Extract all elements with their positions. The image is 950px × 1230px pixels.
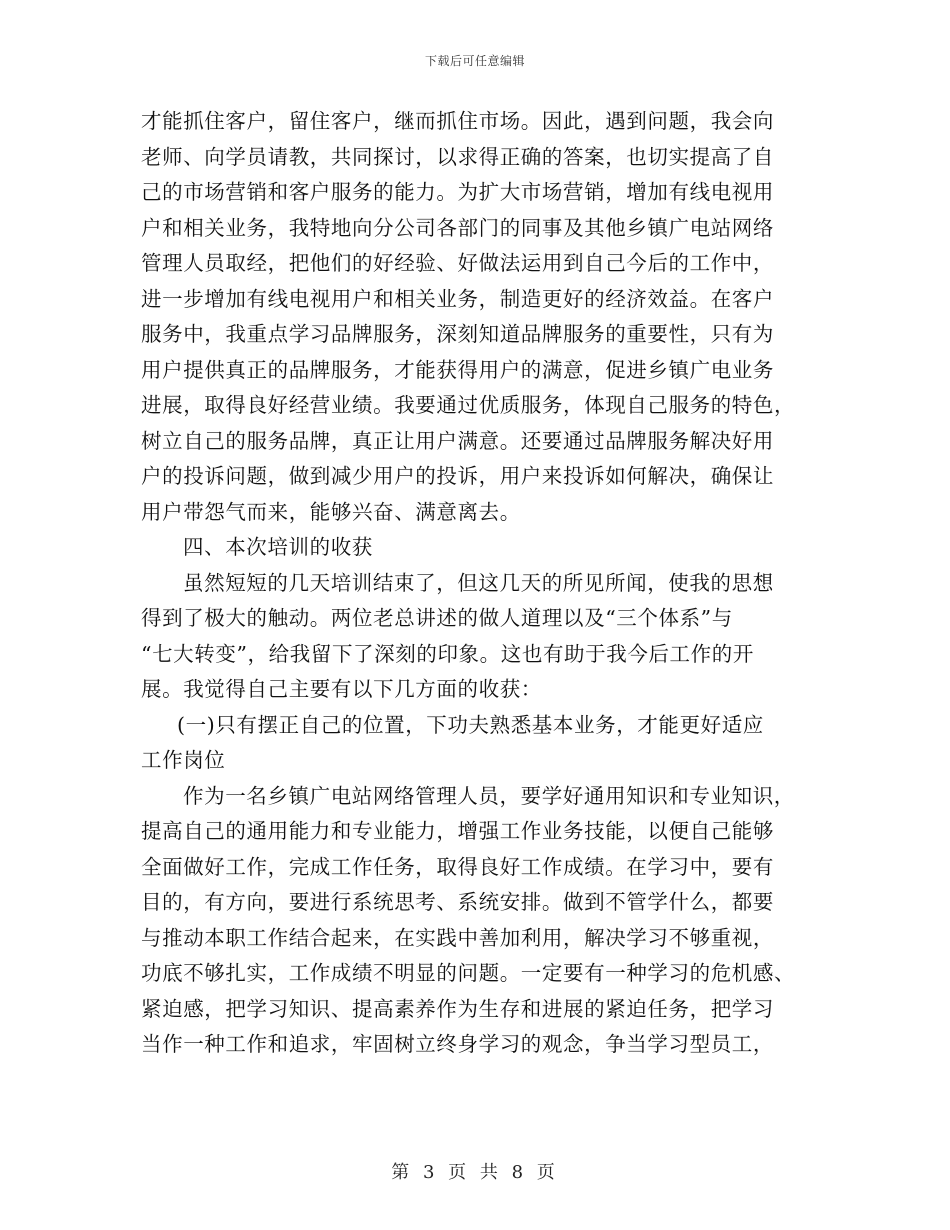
paragraph-line: 作为一名乡镇广电站网络管理人员，要学好通用知识和专业知识，	[183, 783, 795, 808]
page-number-footer: 第 3 页 共 8 页	[391, 1162, 559, 1183]
paragraph-line: “七大转变”，给我留下了深刻的印象。这也有助于我今后工作的开	[141, 641, 754, 666]
paragraph-line: 得到了极大的触动。两位老总讲述的做人道理以及“三个体系”与	[141, 606, 733, 630]
paragraph-line: 用户提供真正的品牌服务，才能获得用户的满意，促进乡镇广电业务	[141, 357, 774, 382]
paragraph-line: 户和相关业务，我特地向分公司各部门的同事及其他乡镇广电站网络	[141, 215, 774, 240]
paragraph-line: 与推动本职工作结合起来，在实践中善加利用，解决学习不够重视，	[141, 925, 774, 950]
document-body	[141, 104, 813, 1063]
paragraph-line: 全面做好工作，完成工作任务，取得良好工作成绩。在学习中，要有	[141, 854, 774, 879]
paragraph-line: 才能抓住客户，留住客户，继而抓住市场。因此，遇到问题，我会向	[141, 109, 774, 133]
paragraph-line: 进一步增加有线电视用户和相关业务，制造更好的经济效益。在客户	[141, 286, 774, 311]
paragraph-line: 户的投诉问题，做到减少用户的投诉，用户来投诉如何解决，确保让	[141, 464, 774, 488]
paragraph-line: 提高自己的通用能力和专业能力，增强工作业务技能，以便自己能够	[141, 819, 774, 843]
paragraph-line: 目的，有方向，要进行系统思考、系统安排。做到不管学什么，都要	[141, 890, 774, 914]
paragraph-line: 进展，取得良好经营业绩。我要通过优质服务，体现自己服务的特色，	[141, 393, 796, 417]
paragraph-line: 功底不够扎实，工作成绩不明显的问题。一定要有一种学习的危机感、	[141, 961, 796, 985]
paragraph-line: 用户带怨气而来，能够兴奋、满意离去。	[141, 499, 521, 524]
paragraph-line: 老师、向学员请教，共同探讨，以求得正确的答案，也切实提高了自	[141, 144, 774, 169]
subsection-heading-continued: 工作岗位	[141, 748, 226, 772]
paragraph-line: 虽然短短的几天培训结束了，但这几天的所见所闻，使我的思想	[183, 570, 774, 595]
paragraph-line: 服务中，我重点学习品牌服务，深刻知道品牌服务的重要性，只有为	[141, 322, 774, 346]
page-header: 下载后可任意编辑	[424, 54, 525, 68]
section-heading: 四、本次培训的收获	[183, 535, 373, 559]
paragraph-line: 己的市场营销和客户服务的能力。为扩大市场营销，增加有线电视用	[141, 180, 774, 204]
paragraph-line: 当作一种工作和追求，牢固树立终身学习的观念，争当学习型员工，	[141, 1032, 774, 1056]
paragraph-line: 管理人员取经，把他们的好经验、好做法运用到自己今后的工作中，	[141, 251, 774, 275]
paragraph-line: 紧迫感，把学习知识、提高素养作为生存和进展的紧迫任务，把学习	[141, 996, 774, 1021]
subsection-heading: (一)只有摆正自己的位置，下功夫熟悉基本业务，才能更好适应	[177, 712, 764, 737]
paragraph-line: 树立自己的服务品牌，真正让用户满意。还要通过品牌服务解决好用	[141, 428, 774, 453]
paragraph-line: 展。我觉得自己主要有以下几方面的收获：	[141, 677, 542, 701]
